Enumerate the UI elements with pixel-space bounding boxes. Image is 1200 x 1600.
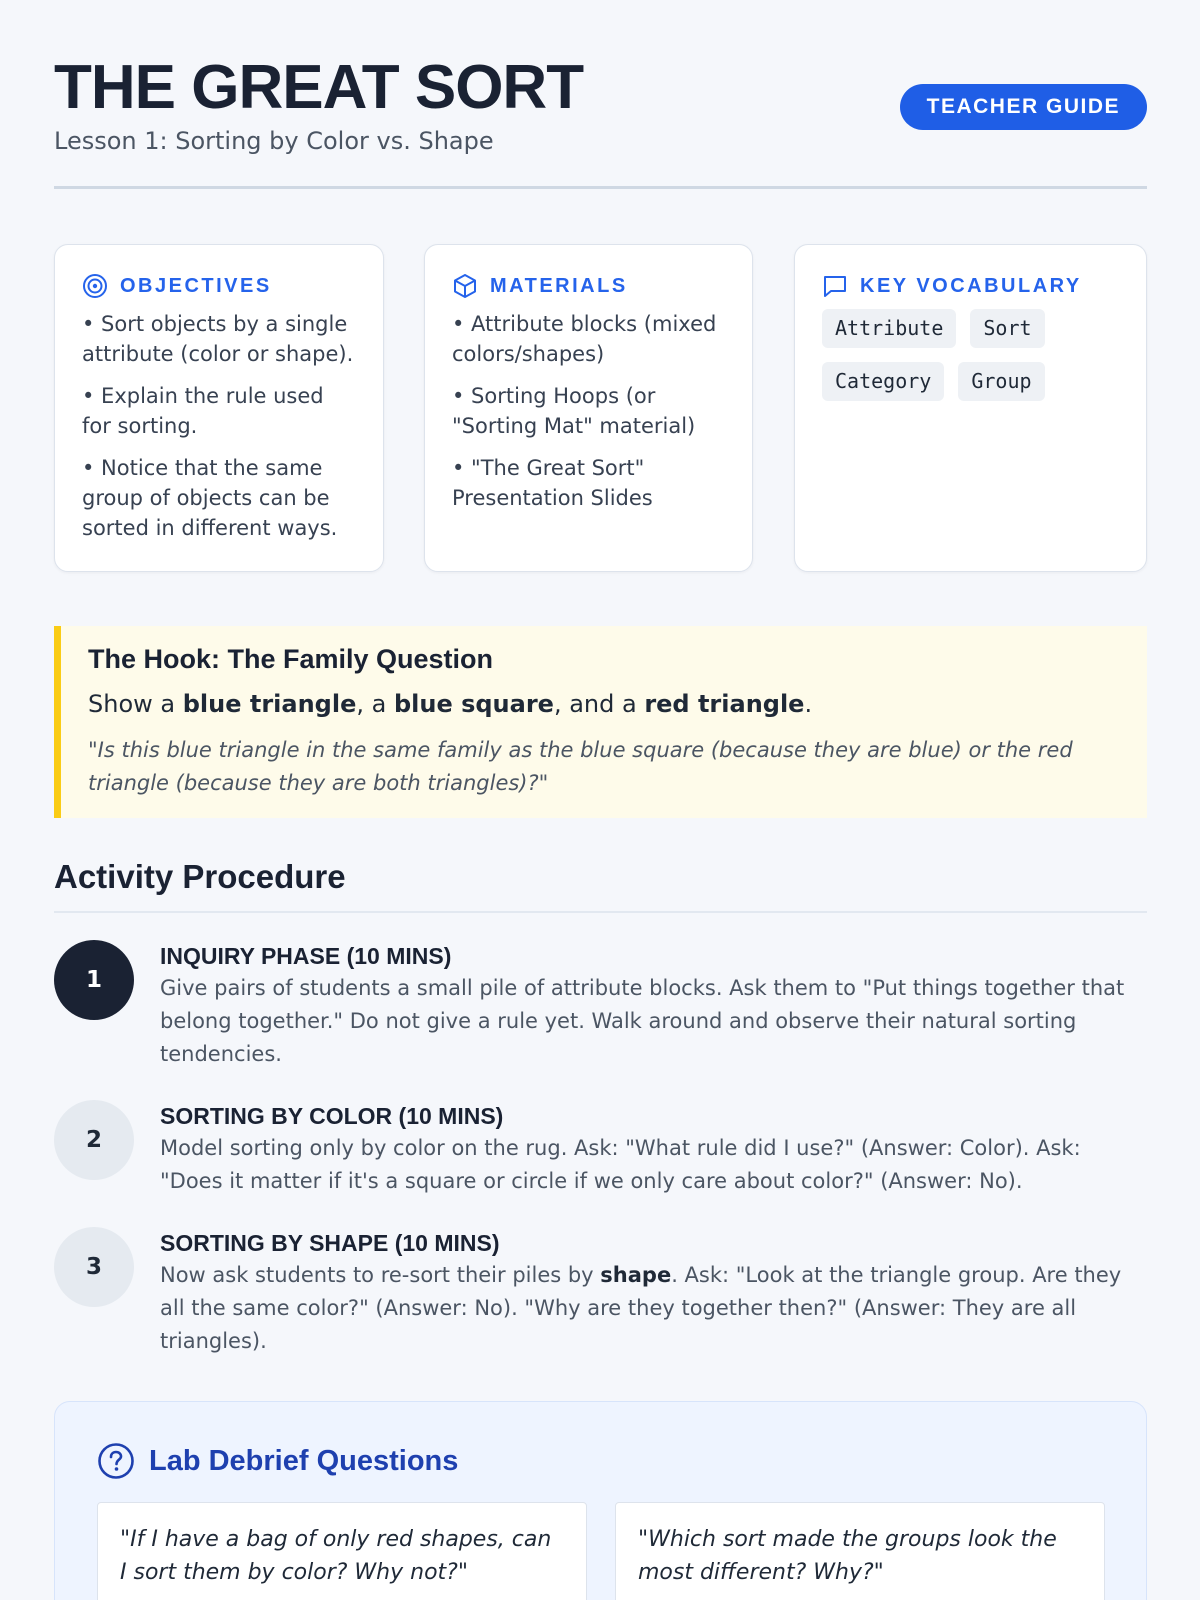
hook-item: blue square: [393, 690, 554, 718]
step-number: 3: [54, 1227, 134, 1307]
step-text: Give pairs of students a small pile of attribute blocks. Ask them to "Put things together that belong together." Do not give a rule yet. Walk around and observe their natural sorting tendencies.: [160, 976, 1125, 1066]
hook-title: The Hook: The Family Question: [88, 644, 494, 674]
debrief-title: Lab Debrief Questions: [149, 1444, 459, 1477]
debrief-section: [54, 1401, 1147, 1600]
vocab-chip: Sort: [970, 309, 1044, 348]
materials-card: [424, 244, 753, 572]
vocabulary-card: [794, 244, 1147, 572]
step-text: Model sorting only by color on the rug. Ask: "What rule did I use?" (Answer: Color). Ask: "Does it matter if it's a square or circle if we only care about color?" (Answer: No).: [160, 1136, 1081, 1193]
step-number: 2: [54, 1100, 134, 1180]
step-text: Now ask students to re-sort their piles by shape. Ask: "Look at the triangle group. Are they all the same color?" (Answer: No). "Why are they together then?" (Answer: They are all triangles).: [160, 1263, 1122, 1353]
materials-title: MATERIALS: [490, 274, 628, 297]
objectives-list: [82, 309, 357, 543]
step-title: SORTING BY COLOR (10 MINS): [160, 1103, 504, 1129]
list-item: • "The Great Sort" Presentation Slides: [452, 456, 653, 510]
step-title: INQUIRY PHASE (10 MINS): [160, 943, 452, 969]
vocab-chip: Group: [958, 362, 1044, 401]
procedure-divider: [54, 911, 1147, 913]
list-item: • Sorting Hoops (or "Sorting Mat" material): [452, 384, 696, 438]
vocabulary-terms: [822, 309, 1062, 401]
hook-item: red triangle: [644, 690, 805, 718]
vocab-chip: Category: [822, 362, 944, 401]
list-item: • Attribute blocks (mixed colors/shapes): [452, 312, 717, 366]
objectives-title: OBJECTIVES: [120, 274, 272, 297]
vocab-chip: Attribute: [822, 309, 956, 348]
chat-bubble-icon: [822, 273, 848, 299]
question-circle-icon: [97, 1442, 135, 1480]
target-icon: [82, 273, 108, 299]
hook-item: blue triangle: [182, 690, 357, 718]
step-number: 1: [54, 940, 134, 1020]
materials-list: [452, 309, 726, 513]
step-title: SORTING BY SHAPE (10 MINS): [160, 1230, 500, 1256]
teacher-guide-badge[interactable]: TEACHER GUIDE: [900, 84, 1147, 130]
page-subtitle: Lesson 1: Sorting by Color vs. Shape: [54, 127, 494, 155]
info-cards: [54, 244, 1147, 572]
vocabulary-title: KEY VOCABULARY: [860, 274, 1082, 297]
debrief-question-card: "If I have a bag of only red shapes, can I sort them by color? Why not?": [97, 1502, 587, 1600]
objectives-card: [54, 244, 384, 572]
hook-quote: "Is this blue triangle in the same family as the blue square (because they are blue) or the red triangle (because they are both triangles)?": [88, 738, 1073, 795]
cube-icon: [452, 273, 478, 299]
list-item: • Sort objects by a single attribute (color or shape).: [82, 312, 354, 366]
hook-instruction: Show a blue triangle, a blue square, and a red triangle.: [88, 690, 813, 718]
list-item: • Explain the rule used for sorting.: [82, 384, 324, 438]
header: [54, 52, 1147, 192]
header-divider: [54, 186, 1147, 189]
hook-callout: [54, 626, 1147, 818]
debrief-question-card: "Which sort made the groups look the most different? Why?": [615, 1502, 1105, 1600]
page-title: THE GREAT SORT: [54, 53, 584, 122]
list-item: • Notice that the same group of objects can be sorted in different ways.: [82, 456, 338, 540]
procedure-title: Activity Procedure: [54, 858, 346, 895]
